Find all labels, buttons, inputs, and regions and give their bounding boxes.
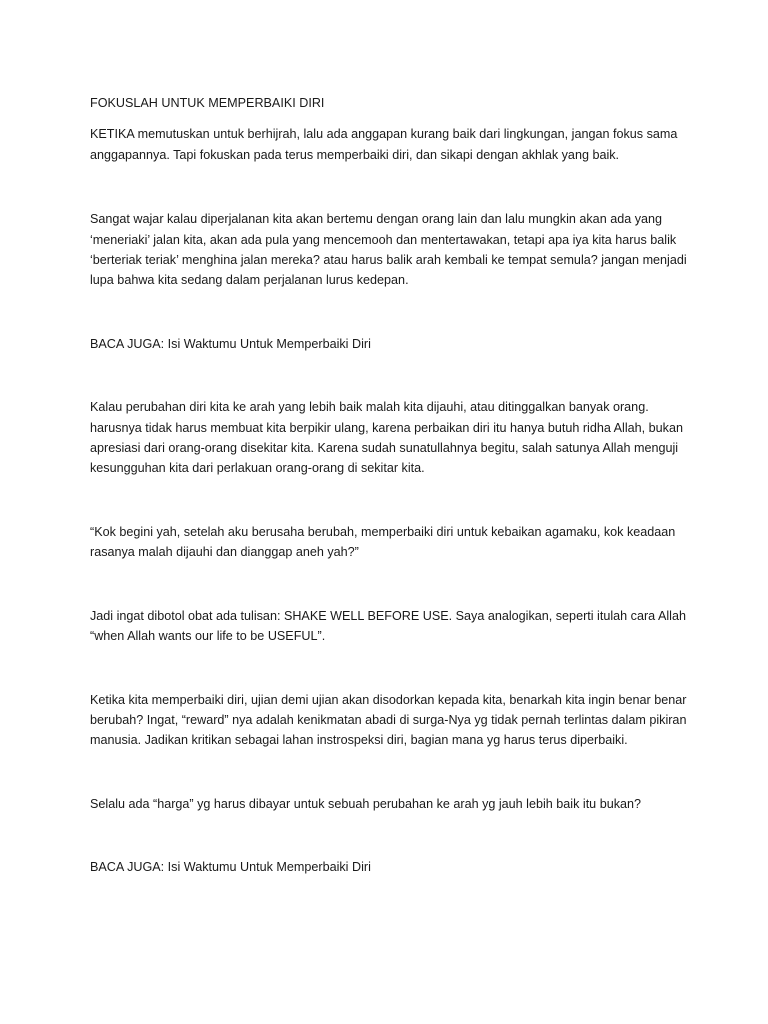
paragraph-5: Jadi ingat dibotol obat ada tulisan: SHAKE WELL BEFORE USE. Saya analogikan, seperti itulah cara Allah “when Allah wants our life to be USEFUL”. (90, 608, 686, 644)
paragraph-4-quote: “Kok begini yah, setelah aku berusaha berubah, memperbaiki diri untuk kebaikan agamaku, kok keadaan rasanya malah dijauhi dan dianggap aneh yah?” (90, 524, 676, 560)
paragraph-2: Sangat wajar kalau diperjalanan kita akan bertemu dengan orang lain dan lalu mungkin akan ada yang ‘meneriaki’ jalan kita, akan ada pula yang mencemooh dan mentertawakan, tetapi apa iya kita harus balik ‘berteriak teriak’ menghina jalan mereka? atau harus balik arah kembali ke tempat semula? jangan menjadi lupa bahwa kita sedang dalam perjalanan lurus kedepan. (90, 212, 687, 288)
read-also-link-1: BACA JUGA: Isi Waktumu Untuk Memperbaiki Diri (90, 336, 371, 351)
read-also-link-2: BACA JUGA: Isi Waktumu Untuk Memperbaiki Diri (90, 860, 371, 875)
paragraph-7: Selalu ada “harga” yg harus dibayar untuk sebuah perubahan ke arah yg jauh lebih baik itu bukan? (90, 796, 642, 811)
document-body (90, 93, 690, 878)
document-title: FOKUSLAH UNTUK MEMPERBAIKI DIRI (90, 96, 325, 110)
paragraph-1: KETIKA memutuskan untuk berhijrah, lalu ada anggapan kurang baik dari lingkungan, jangan fokus sama anggapannya. Tapi fokuskan pada terus memperbaiki diri, dan sikapi dengan akhlak yang baik. (90, 127, 678, 162)
paragraph-6: Ketika kita memperbaiki diri, ujian demi ujian akan disodorkan kepada kita, benarkah kita ingin benar benar berubah? Ingat, “reward” nya adalah kenikmatan abadi di surga-Nya yg tidak pernah terlintas dalam pikiran manusia. Jadikan kritikan sebagai lahan instrospeksi diri, bagian mana yg harus terus diperbaiki. (90, 692, 687, 748)
paragraph-3: Kalau perubahan diri kita ke arah yang lebih baik malah kita dijauhi, atau ditinggalkan banyak orang. harusnya tidak harus membuat kita berpikir ulang, karena perbaikan diri itu hanya butuh ridha Allah, bukan apresiasi dari orang-orang disekitar kita. Karena sudah sunatullahnya begitu, salah satunya Allah menguji kesungguhan kita dari perlakuan orang-orang di sekitar kita. (90, 400, 683, 476)
